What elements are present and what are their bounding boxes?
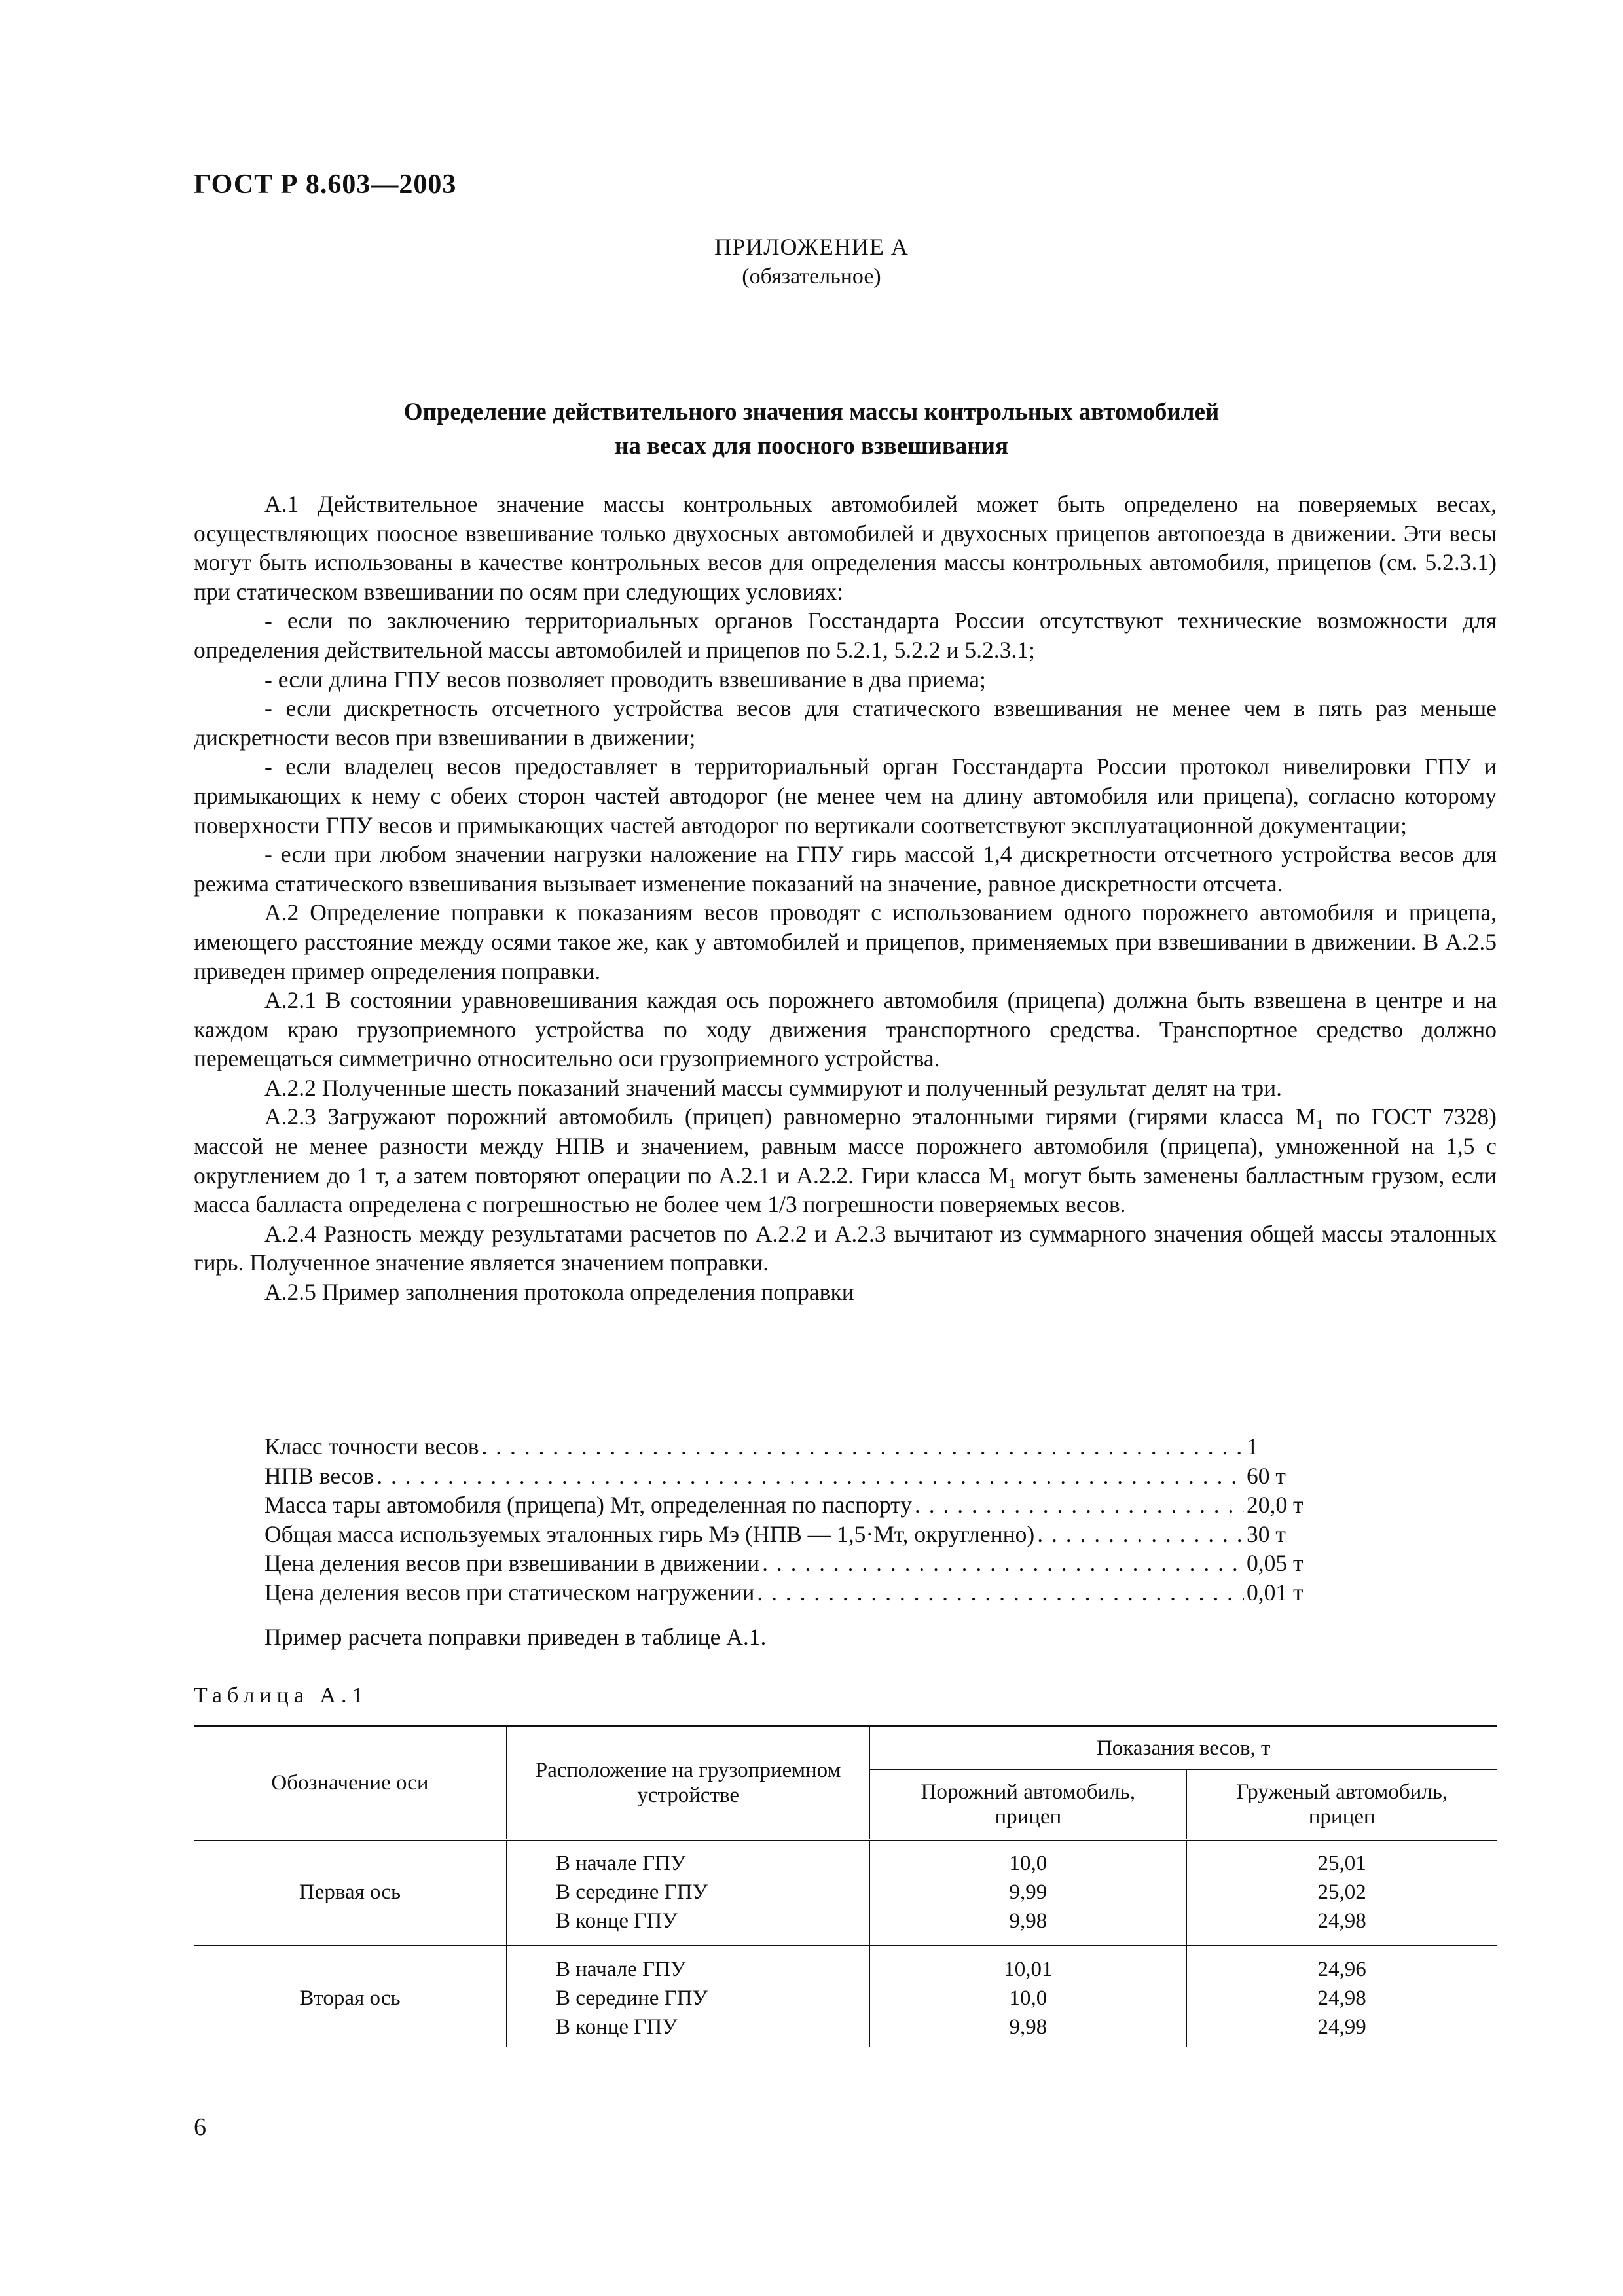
dot-leader bbox=[376, 1462, 1244, 1491]
loaded-reading-cell bbox=[1186, 1945, 1497, 2047]
spec-label: Масса тары автомобиля (прицепа) Mт, определенная по паспорту bbox=[264, 1492, 912, 1518]
section-title-line: на весах для поосного взвешивания bbox=[615, 433, 1008, 459]
reading-value: 25,01 bbox=[1317, 1852, 1366, 1875]
reading-value: 24,96 bbox=[1317, 1958, 1366, 1981]
header-axis: Обозначение оси bbox=[194, 1727, 507, 1840]
paragraph: - если дискретность отсчетного устройства весов для статического взвешивания не менее чем в пять раз меньше дискретности весов при взвешивании в движении; bbox=[194, 695, 1497, 751]
position-value: В конце ГПУ bbox=[555, 2015, 678, 2039]
paragraph: А.2.4 Разность между результатами расчетов по А.2.2 и А.2.3 вычитают из суммарного значения общей массы эталонных гирь. Полученное значение является значением поправки. bbox=[194, 1220, 1497, 1276]
dot-leader bbox=[482, 1432, 1244, 1462]
paragraph: - если при любом значении нагрузки наложение на ГПУ гирь массой 1,4 дискретности отсчетного устройства весов для режима статического взвешивания вызывает изменение показаний на значение, равное дискретности отсчета. bbox=[194, 841, 1497, 897]
paragraph: - если владелец весов предоставляет в территориальный орган Госстандарта России протокол нивелировки ГПУ и примыкающих к нему с обеих сторон частей автодорог (не менее чем на длину автомобиля или прицепа), согласно которому поверхности ГПУ весов и примыкающих частей автодорог по вертикали соответствуют эксплуатационной документации; bbox=[194, 753, 1497, 838]
axis-cell: Первая ось bbox=[194, 1840, 507, 1945]
paragraph: А.2.1 В состоянии уравновешивания каждая ось порожнего автомобиля (прицепа) должна быть взвешена в центре и на каждом краю грузоприемного устройства по ходу движения транспортного средства. Транспортное средство должно перемещаться симметрично относительно оси грузоприемного устройства. bbox=[194, 987, 1497, 1072]
reading-value: 25,02 bbox=[1317, 1880, 1366, 1904]
spec-label: Цена деления весов при взвешивании в движении bbox=[264, 1550, 760, 1577]
dot-leader bbox=[915, 1490, 1244, 1520]
paragraph: А.2.2 Полученные шесть показаний значений массы суммируют и полученный результат делят на три. bbox=[264, 1074, 1282, 1101]
spec-row bbox=[264, 1578, 1345, 1607]
paragraph: - если длина ГПУ весов позволяет проводить взвешивание в два приема; bbox=[264, 666, 986, 692]
loaded-reading-cell bbox=[1186, 1840, 1497, 1945]
section-title-line: Определение действительного значения массы контрольных автомобилей bbox=[403, 399, 1220, 425]
protocol-spec-list bbox=[264, 1432, 1345, 1607]
spec-label: Общая масса используемых эталонных гирь Mэ (НПВ — 1,5·Mт, округленно) bbox=[264, 1520, 1035, 1547]
table-row bbox=[194, 1840, 1497, 1945]
empty-reading-cell bbox=[869, 1840, 1186, 1945]
dot-leader bbox=[757, 1578, 1244, 1607]
empty-reading-cell bbox=[869, 1945, 1186, 2047]
table-row bbox=[194, 1945, 1497, 2047]
correction-table bbox=[194, 1725, 1497, 2047]
spec-label: Класс точности весов bbox=[264, 1433, 479, 1460]
example-note: Пример расчета поправки приведен в таблице А.1. bbox=[264, 1624, 767, 1650]
spec-value: 60 т bbox=[1247, 1462, 1286, 1489]
header-loaded: Груженый автомобиль, прицеп bbox=[1186, 1770, 1497, 1840]
reading-value: 24,98 bbox=[1317, 1909, 1366, 1933]
spec-row bbox=[264, 1490, 1345, 1520]
position-cell bbox=[507, 1840, 869, 1945]
body-text bbox=[194, 490, 1497, 1307]
reading-value: 24,99 bbox=[1317, 2015, 1366, 2039]
standard-code: ГОСТ Р 8.603—2003 bbox=[194, 170, 457, 200]
spec-value: 0,01 т bbox=[1247, 1579, 1304, 1605]
reading-value: 9,98 bbox=[1009, 1909, 1048, 1933]
reading-value: 9,99 bbox=[1009, 1880, 1048, 1904]
spec-value: 1 bbox=[1247, 1433, 1258, 1460]
reading-value: 24,98 bbox=[1317, 1986, 1366, 2010]
paragraph: А.2.3 Загружают порожний автомобиль (прицеп) равномерно эталонными гирями (гирями класса М₁ по ГОСТ 7328) массой не менее разности между НПВ и значением, равным массе порожнего автомобиля (прицепа), умноженной на 1,5 с округлением до 1 т, а затем повторяют операции по А.2.1 и А.2.2. Гири класса М₁ могут быть заменены балластным грузом, если масса балласта определена с погрешностью не более чем 1/3 погрешности поверяемых весов. bbox=[194, 1103, 1497, 1218]
axis-cell: Вторая ось bbox=[194, 1945, 507, 2047]
section-title bbox=[0, 395, 1623, 463]
paragraph: А.2 Определение поправки к показаниям весов проводят с использованием одного порожнего автомобиля и прицепа, имеющего расстояние между осями такое же, как у автомобилей и прицепов, применяемых при взвешивании в движении. В А.2.5 приведен пример определения поправки. bbox=[194, 899, 1497, 984]
page-number: 6 bbox=[194, 2113, 206, 2141]
dot-leader bbox=[762, 1549, 1244, 1578]
reading-value: 9,98 bbox=[1009, 2015, 1048, 2039]
header-readings: Показания весов, т bbox=[869, 1727, 1497, 1770]
paragraph: А.2.5 Пример заполнения протокола определения поправки bbox=[264, 1279, 854, 1306]
annex-status: (обязательное) bbox=[742, 264, 881, 289]
paragraph: А.1 Действительное значение массы контрольных автомобилей может быть определено на поверяемых весах, осуществляющих поосное взвешивание только двухосных автомобилей и двухосных прицепов автопоезда в движении. Эти весы могут быть использованы в качестве контрольных весов для определения массы контрольных автомобиля, прицепов (см. 5.2.3.1) при статическом взвешивании по осям при следующих условиях: bbox=[194, 491, 1497, 605]
annex-title: ПРИЛОЖЕНИЕ А bbox=[714, 234, 909, 260]
position-value: В конце ГПУ bbox=[555, 1909, 678, 1933]
spec-value: 20,0 т bbox=[1247, 1492, 1304, 1518]
spec-value: 30 т bbox=[1247, 1520, 1286, 1547]
paragraph: - если по заключению территориальных органов Госстандарта России отсутствуют технические возможности для определения действительной массы автомобилей и прицепов по 5.2.1, 5.2.2 и 5.2.3.1; bbox=[194, 607, 1497, 663]
spec-row bbox=[264, 1462, 1345, 1491]
reading-value: 10,0 bbox=[1009, 1986, 1048, 2010]
spec-row bbox=[264, 1432, 1345, 1462]
spec-row bbox=[264, 1549, 1345, 1578]
spec-value: 0,05 т bbox=[1247, 1550, 1304, 1577]
header-empty: Порожний автомобиль, прицеп bbox=[869, 1770, 1186, 1840]
reading-value: 10,0 bbox=[1009, 1852, 1048, 1875]
position-value: В начале ГПУ bbox=[555, 1852, 686, 1875]
spec-label: НПВ весов bbox=[264, 1462, 374, 1489]
reading-value: 10,01 bbox=[1004, 1958, 1053, 1981]
spec-label: Цена деления весов при статическом нагружении bbox=[264, 1579, 755, 1605]
header-position: Расположение на грузоприемном устройстве bbox=[507, 1727, 869, 1840]
spec-row bbox=[264, 1520, 1345, 1549]
table-caption: Таблица А.1 bbox=[194, 1683, 369, 1708]
position-value: В середине ГПУ bbox=[555, 1986, 708, 2010]
position-value: В середине ГПУ bbox=[555, 1880, 708, 1904]
position-value: В начале ГПУ bbox=[555, 1958, 686, 1981]
dot-leader bbox=[1037, 1520, 1244, 1549]
position-cell bbox=[507, 1945, 869, 2047]
